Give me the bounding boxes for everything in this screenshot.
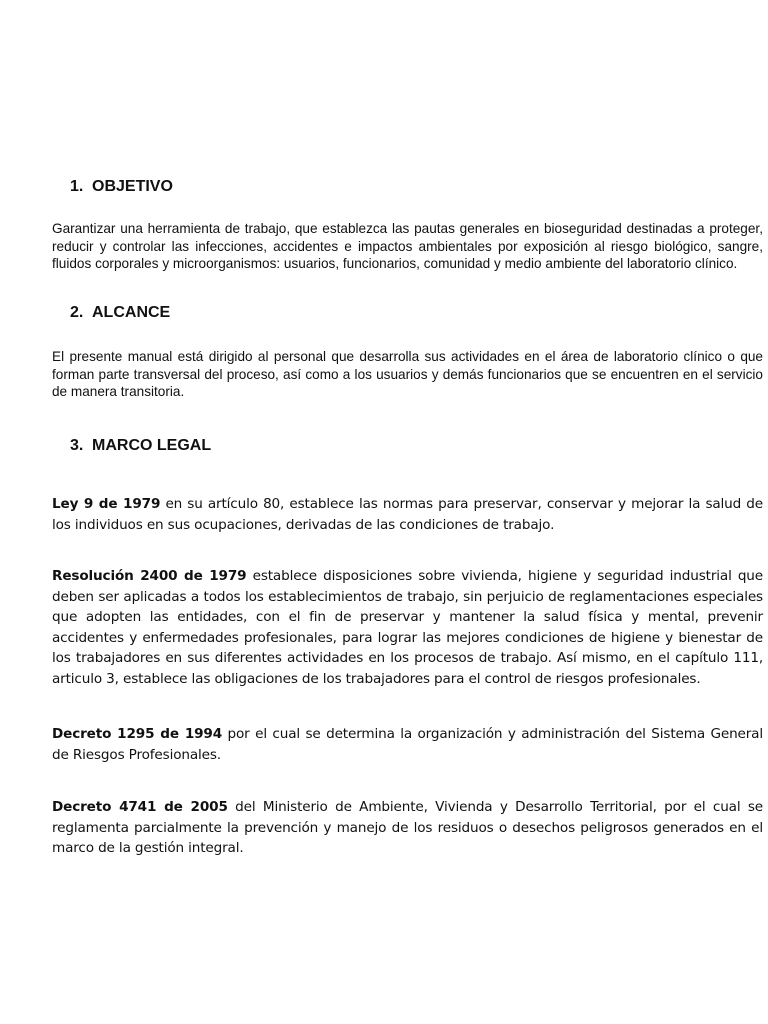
legal-reference: Ley 9 de 1979 [52,496,161,512]
legal-description: del Ministerio de Ambiente, Vivienda y Desarrollo Territorial, por el cual se reglamenta parcialmente la prevención y manejo de los residuos o desechos peligrosos generados en el marco de la gestión integral. [52,799,763,856]
section-number: 3. [70,437,84,454]
section-number: 2. [70,304,84,321]
section-title: OBJETIVO [92,178,173,195]
legal-description: establece disposiciones sobre vivienda, higiene y seguridad industrial que deben ser aplicadas a todos los establecimientos de trabajo, sin perjuicio de reglamentaciones especiales que adopten las entidades, con el fin de preservar y mantener la salud física y mental, prevenir accidentes y enfermedades profesionales, para lograr las mejores condiciones de higiene y bienestar de los trabajadores en sus diferentes actividades en los procesos de trabajo. Así mismo, en el capítulo 111, articulo 3, establece las obligaciones de los trabajadores para el control de riesgos profesionales. [52,568,763,687]
alcance-paragraph: El presente manual está dirigido al personal que desarrolla sus actividades en el área de laboratorio clínico o que forman parte transversal del proceso, así como a los usuarios y demás funcionarios que se encuentren en el servicio de manera transitoria. [52,349,763,399]
legal-description: en su artículo 80, establece las normas para preservar, conservar y mejorar la salud de los individuos en sus ocupaciones, derivadas de las condiciones de trabajo. [52,496,763,533]
section-title: MARCO LEGAL [92,437,212,454]
legal-description: por el cual se determina la organización y administración del Sistema General de Riesgos Profesionales. [52,726,763,763]
section-title: ALCANCE [92,304,171,321]
section-number: 1. [70,178,84,195]
legal-item-decreto-4741 [52,797,763,859]
legal-reference: Decreto 4741 de 2005 [52,799,228,815]
objetivo-paragraph: Garantizar una herramienta de trabajo, que establezca las pautas generales en bioseguridad destinadas a proteger, reducir y controlar las infecciones, accidentes e impactos ambientales por exposición al riesgo biológico, sangre, fluidos corporales y microorganismos: usuarios, funcionarios, comunidad y medio ambiente del laboratorio clínico. [52,221,763,271]
legal-reference: Resolución 2400 de 1979 [52,568,247,584]
legal-item-ley-9 [52,494,763,535]
section-heading-objetivo [70,177,173,197]
legal-item-resolucion-2400 [52,566,763,689]
section-heading-marco-legal [70,436,211,456]
legal-reference: Decreto 1295 de 1994 [52,726,223,742]
section-heading-alcance [70,303,170,323]
legal-item-decreto-1295 [52,724,763,765]
